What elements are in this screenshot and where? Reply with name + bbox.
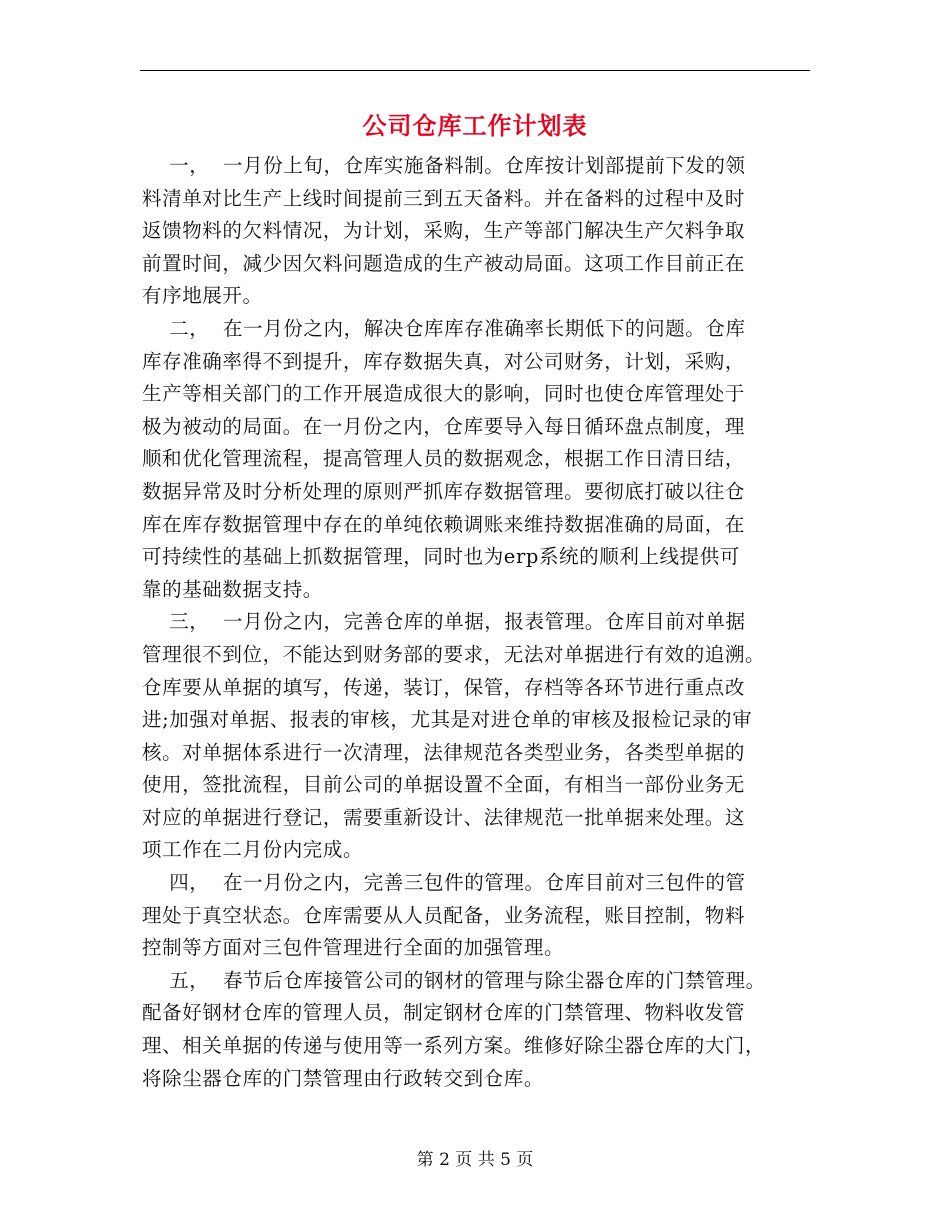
body-line: 极为被动的局面。在一月份之内，仓库要导入每日循环盘点制度，理 — [142, 414, 746, 438]
body-line: 可持续性的基础上抓数据管理，同时也为erp系统的顺利上线提供可 — [142, 545, 740, 569]
body-line: 二， 在一月份之内，解决仓库库存准确率长期低下的问题。仓库 — [142, 316, 746, 340]
body-line: 项工作在二月份内完成。 — [142, 838, 364, 862]
body-line: 理、相关单据的传递与使用等一系列方案。维修好除尘器仓库的大门， — [142, 1034, 766, 1058]
body-line: 将除尘器仓库的门禁管理由行政转交到仓库。 — [142, 1066, 545, 1090]
body-line: 核。对单据体系进行一次清理，法律规范各类型业务，各类型单据的 — [142, 740, 746, 764]
body-line: 库存准确率得不到提升，库存数据失真，对公司财务，计划，采购， — [142, 349, 746, 373]
body-line: 前置时间，减少因欠料问题造成的生产被动局面。这项工作目前正在 — [142, 251, 746, 275]
body-line: 三， 一月份之内，完善仓库的单据，报表管理。仓库目前对单据 — [142, 610, 746, 634]
body-line: 生产等相关部门的工作开展造成很大的影响，同时也使仓库管理处于 — [142, 382, 746, 406]
body-line: 有序地展开。 — [142, 284, 263, 308]
header-rule — [140, 70, 810, 71]
body-line: 理处于真空状态。仓库需要从人员配备，业务流程，账目控制，物料 — [142, 903, 746, 927]
body-line: 库在库存数据管理中存在的单纯依赖调账来维持数据准确的局面，在 — [142, 512, 746, 536]
body-line: 仓库要从单据的填写，传递，装订，保管，存档等各环节进行重点改 — [142, 675, 746, 699]
body-line: 四， 在一月份之内，完善三包件的管理。仓库目前对三包件的管 — [142, 871, 746, 895]
body-line: 顺和优化管理流程，提高管理人员的数据观念，根据工作日清日结， — [142, 447, 746, 471]
body-line: 五， 春节后仓库接管公司的钢材的管理与除尘器仓库的门禁管理。 — [142, 968, 766, 992]
body-line: 进;加强对单据、报表的审核，尤其是对进仓单的审核及报检记录的审 — [142, 708, 753, 732]
document-body — [142, 150, 808, 1095]
body-line: 控制等方面对三包件管理进行全面的加强管理。 — [142, 936, 565, 960]
body-line: 管理很不到位，不能达到财务部的要求，无法对单据进行有效的追溯。 — [142, 642, 766, 666]
body-line: 一， 一月份上旬，仓库实施备料制。仓库按计划部提前下发的领 — [142, 154, 746, 177]
body-line: 使用，签批流程，目前公司的单据设置不全面，有相当一部份业务无 — [142, 773, 746, 797]
body-line: 靠的基础数据支持。 — [142, 577, 323, 601]
body-line: 对应的单据进行登记，需要重新设计、法律规范一批单据来处理。这 — [142, 805, 746, 829]
body-line: 返馈物料的欠料情况，为计划，采购，生产等部门解决生产欠料争取 — [142, 219, 746, 243]
body-line: 数据异常及时分析处理的原则严抓库存数据管理。要彻底打破以往仓 — [142, 479, 746, 503]
body-line: 料清单对比生产上线时间提前三到五天备料。并在备料的过程中及时 — [142, 186, 746, 210]
body-line: 配备好钢材仓库的管理人员，制定钢材仓库的门禁管理、物料收发管 — [142, 1001, 746, 1025]
document-title: 公司仓库工作计划表 — [362, 111, 588, 140]
page-number-footer: 第 2 页 共 5 页 — [416, 1150, 534, 1170]
